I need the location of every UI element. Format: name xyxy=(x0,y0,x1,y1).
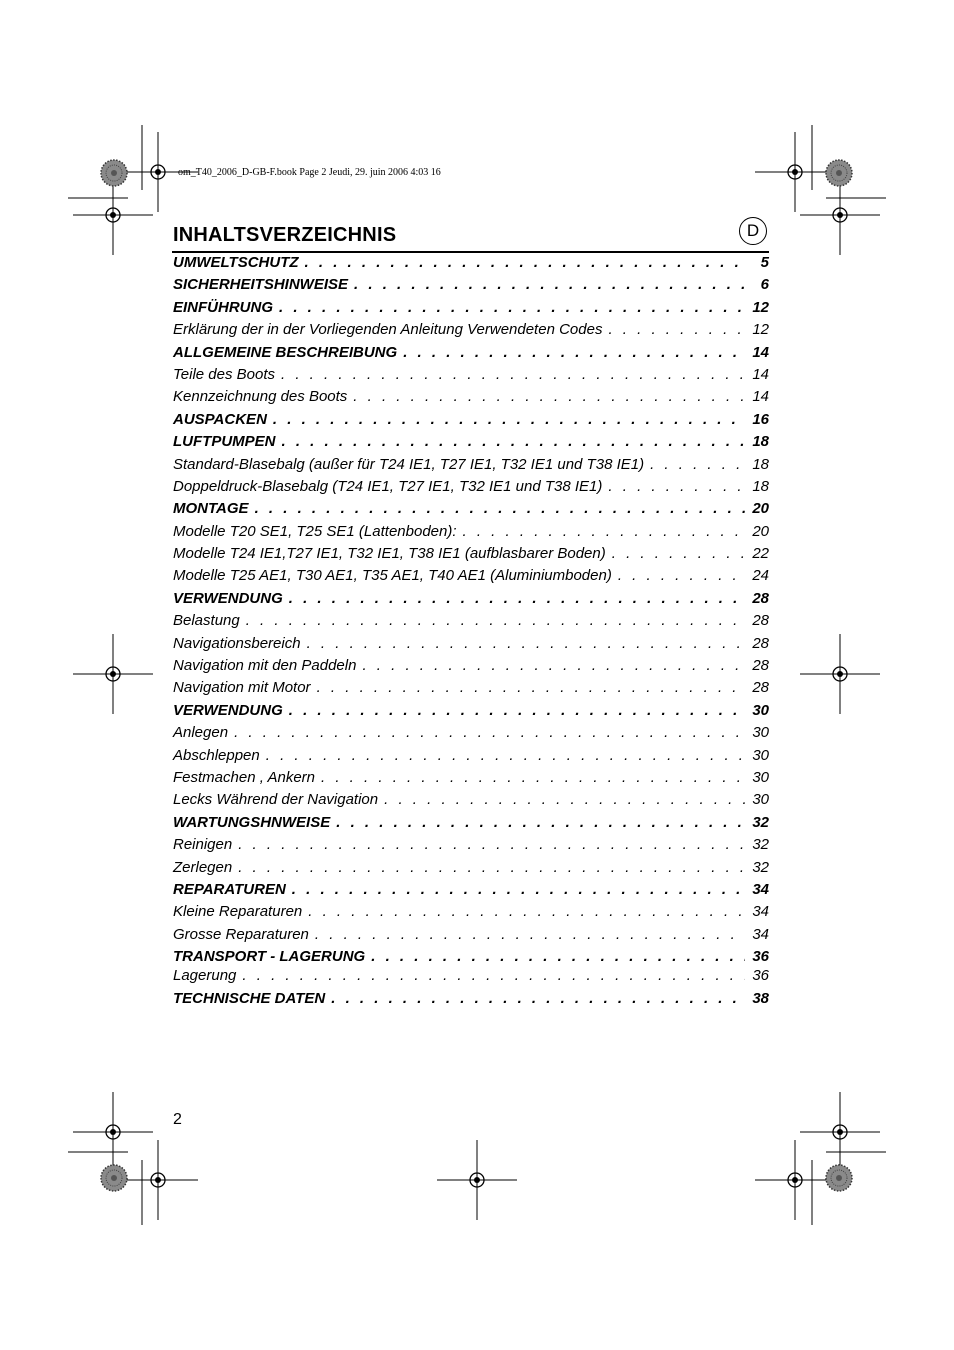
toc-entry-label: TRANSPORT - LAGERUNG xyxy=(173,948,366,966)
toc-entry[interactable] xyxy=(173,903,769,925)
toc-leader-dots xyxy=(612,545,745,562)
toc-leader-dots xyxy=(362,657,745,674)
toc-entry-page: 20 xyxy=(752,522,769,540)
toc-entry-label: Belastung xyxy=(173,612,240,630)
toc-entry-label: Festmachen , Ankern xyxy=(173,768,316,786)
toc-leader-dots xyxy=(307,635,745,652)
toc-leader-dots xyxy=(255,500,745,517)
toc-leader-dots xyxy=(321,769,745,786)
toc-entry-page: 36 xyxy=(752,948,769,966)
toc-entry-page: 36 xyxy=(752,967,769,985)
toc-entry-page: 28 xyxy=(752,589,769,607)
toc-leader-dots xyxy=(463,523,745,540)
toc-entry-page: 28 xyxy=(752,657,769,675)
toc-leader-dots xyxy=(403,344,745,361)
toc-leader-dots xyxy=(305,254,745,271)
toc-entry[interactable] xyxy=(173,433,769,455)
toc-entry-page: 18 xyxy=(752,455,769,473)
toc-entry[interactable] xyxy=(173,366,769,388)
toc-entry-label: VERWENDUNG xyxy=(173,589,283,607)
toc-leader-dots xyxy=(242,967,745,984)
toc-entry-page: 34 xyxy=(752,880,769,898)
toc-leader-dots xyxy=(608,478,745,495)
toc-entry[interactable] xyxy=(173,590,769,612)
toc-entry-page: 6 xyxy=(760,276,769,294)
toc-entry-page: 32 xyxy=(752,813,769,831)
toc-leader-dots xyxy=(246,612,745,629)
toc-leader-dots xyxy=(336,814,745,831)
toc-entry[interactable] xyxy=(173,679,769,701)
toc-entry-page: 24 xyxy=(752,567,769,585)
toc-entry-label: LUFTPUMPEN xyxy=(173,433,276,451)
toc-leader-dots xyxy=(281,366,745,383)
toc-entry-page: 12 xyxy=(752,321,769,339)
toc-entry[interactable] xyxy=(173,344,769,366)
toc-entry-label: Modelle T24 IE1,T27 IE1, T32 IE1, T38 IE1 (aufblasbarer Boden) xyxy=(173,545,606,563)
toc-entry-page: 38 xyxy=(752,989,769,1007)
toc-entry-label: Kennzeichnung des Boots xyxy=(173,388,348,406)
toc-entry[interactable] xyxy=(173,791,769,813)
toc-leader-dots xyxy=(289,702,745,719)
toc-leader-dots xyxy=(279,299,745,316)
toc-entry-label: ALLGEMEINE BESCHREIBUNG xyxy=(173,343,398,361)
toc-entry-page: 20 xyxy=(752,500,769,518)
toc-entry-page: 34 xyxy=(752,925,769,943)
toc-leader-dots xyxy=(238,836,745,853)
toc-entry[interactable] xyxy=(173,990,769,1012)
toc-entry-page: 18 xyxy=(752,477,769,495)
toc-entry-label: Grosse Reparaturen xyxy=(173,925,309,943)
toc-leader-dots xyxy=(608,321,745,338)
toc-entry[interactable] xyxy=(173,456,769,478)
toc-entry-label: TECHNISCHE DATEN xyxy=(173,989,326,1007)
toc-entry[interactable] xyxy=(173,276,769,298)
toc-leader-dots xyxy=(308,903,745,920)
toc-entry-label: Navigation mit Motor xyxy=(173,679,311,697)
toc-leader-dots xyxy=(353,388,745,405)
toc-entry-label: Teile des Boots xyxy=(173,365,276,383)
toc-entry[interactable] xyxy=(173,657,769,679)
toc-entry[interactable] xyxy=(173,967,769,989)
toc-entry-page: 32 xyxy=(752,858,769,876)
toc-entry-page: 22 xyxy=(752,545,769,563)
toc-entry[interactable] xyxy=(173,747,769,769)
toc-entry-page: 18 xyxy=(752,433,769,451)
toc-leader-dots xyxy=(238,859,745,876)
toc-leader-dots xyxy=(618,567,745,584)
toc-entry-label: Standard-Blasebalg (außer für T24 IE1, T27 IE1, T32 IE1 und T38 IE1) xyxy=(173,455,645,473)
toc-entry-label: Zerlegen xyxy=(173,858,233,876)
toc-entry[interactable] xyxy=(173,388,769,410)
toc-entry[interactable] xyxy=(173,321,769,343)
toc-entry-label: Navigationsbereich xyxy=(173,634,301,652)
toc-leader-dots xyxy=(317,679,745,696)
toc-leader-dots xyxy=(234,724,745,741)
toc-leader-dots xyxy=(282,433,746,450)
toc-entry[interactable] xyxy=(173,814,769,836)
toc-entry-page: 30 xyxy=(752,746,769,764)
toc-entry-label: MONTAGE xyxy=(173,500,249,518)
toc-entry[interactable] xyxy=(173,500,769,522)
toc-entry[interactable] xyxy=(173,948,769,967)
toc-entry[interactable] xyxy=(173,567,769,589)
toc-entry-label: AUSPACKEN xyxy=(173,410,267,428)
toc-entry-page: 32 xyxy=(752,836,769,854)
toc-leader-dots xyxy=(354,276,745,293)
toc-entry-label: Abschleppen xyxy=(173,746,260,764)
toc-entry-page: 28 xyxy=(752,634,769,652)
toc-entry-label: EINFÜHRUNG xyxy=(173,298,273,316)
toc-entry-page: 14 xyxy=(752,343,769,361)
toc-entry[interactable] xyxy=(173,881,769,903)
toc-entry-label: Doppeldruck-Blasebalg (T24 IE1, T27 IE1, T32 IE1 und T38 IE1) xyxy=(173,477,603,495)
page-number: 2 xyxy=(173,1111,182,1128)
toc-leader-dots xyxy=(273,411,745,428)
toc-entry-label: UMWELTSCHUTZ xyxy=(173,254,299,271)
toc-leader-dots xyxy=(384,791,745,808)
toc-leader-dots xyxy=(289,590,745,607)
toc-entry-page: 34 xyxy=(752,903,769,921)
toc-leader-dots xyxy=(650,456,745,473)
toc-entry[interactable] xyxy=(173,859,769,881)
table-of-contents xyxy=(173,254,769,1012)
toc-entry-label: WARTUNGSHNWEISE xyxy=(173,813,331,831)
toc-leader-dots xyxy=(266,747,745,764)
toc-entry-label: REPARATUREN xyxy=(173,880,286,898)
toc-entry-label: Reinigen xyxy=(173,836,233,854)
toc-entry-page: 28 xyxy=(752,612,769,630)
toc-entry-page: 14 xyxy=(752,365,769,383)
page-title: INHALTSVERZEICHNIS xyxy=(173,224,397,246)
toc-entry-page: 30 xyxy=(752,791,769,809)
toc-entry-label: Kleine Reparaturen xyxy=(173,903,303,921)
toc-entry-label: Modelle T25 AE1, T30 AE1, T35 AE1, T40 AE1 (Aluminiumboden) xyxy=(173,567,612,585)
toc-entry-page: 12 xyxy=(752,298,769,316)
toc-entry-page: 5 xyxy=(760,254,769,271)
toc-entry[interactable] xyxy=(173,702,769,724)
toc-leader-dots xyxy=(371,948,745,965)
toc-entry[interactable] xyxy=(173,635,769,657)
toc-leader-dots xyxy=(331,990,745,1007)
toc-entry[interactable] xyxy=(173,523,769,545)
toc-entry[interactable] xyxy=(173,724,769,746)
print-header: om_T40_2006_D-GB-F.book Page 2 Jeudi, 29. juin 2006 4:03 16 xyxy=(178,167,441,178)
toc-entry[interactable] xyxy=(173,254,769,276)
toc-entry[interactable] xyxy=(173,411,769,433)
toc-entry-page: 30 xyxy=(752,724,769,742)
toc-entry-label: Erklärung der in der Vorliegenden Anleitung Verwendeten Codes xyxy=(173,321,603,339)
toc-entry-label: Lecks Während der Navigation xyxy=(173,791,379,809)
toc-entry-page: 14 xyxy=(752,388,769,406)
toc-leader-dots xyxy=(292,881,745,898)
toc-leader-dots xyxy=(315,926,745,943)
toc-entry-label: Anlegen xyxy=(173,724,229,742)
toc-entry-label: VERWENDUNG xyxy=(173,701,283,719)
toc-entry-page: 28 xyxy=(752,679,769,697)
toc-entry-label: Navigation mit den Paddeln xyxy=(173,657,357,675)
toc-entry-page: 30 xyxy=(752,768,769,786)
toc-entry[interactable] xyxy=(173,299,769,321)
toc-entry-label: SICHERHEITSHINWEISE xyxy=(173,276,349,294)
toc-entry[interactable] xyxy=(173,545,769,567)
toc-entry[interactable] xyxy=(173,836,769,858)
toc-entry[interactable] xyxy=(173,926,769,948)
toc-entry-label: Lagerung xyxy=(173,967,237,985)
toc-entry[interactable] xyxy=(173,769,769,791)
language-badge: D xyxy=(739,217,767,245)
toc-entry-label: Modelle T20 SE1, T25 SE1 (Lattenboden): xyxy=(173,522,457,540)
title-rule xyxy=(172,251,769,253)
toc-entry[interactable] xyxy=(173,478,769,500)
toc-entry-page: 30 xyxy=(752,701,769,719)
toc-entry-page: 16 xyxy=(752,410,769,428)
toc-entry[interactable] xyxy=(173,612,769,634)
